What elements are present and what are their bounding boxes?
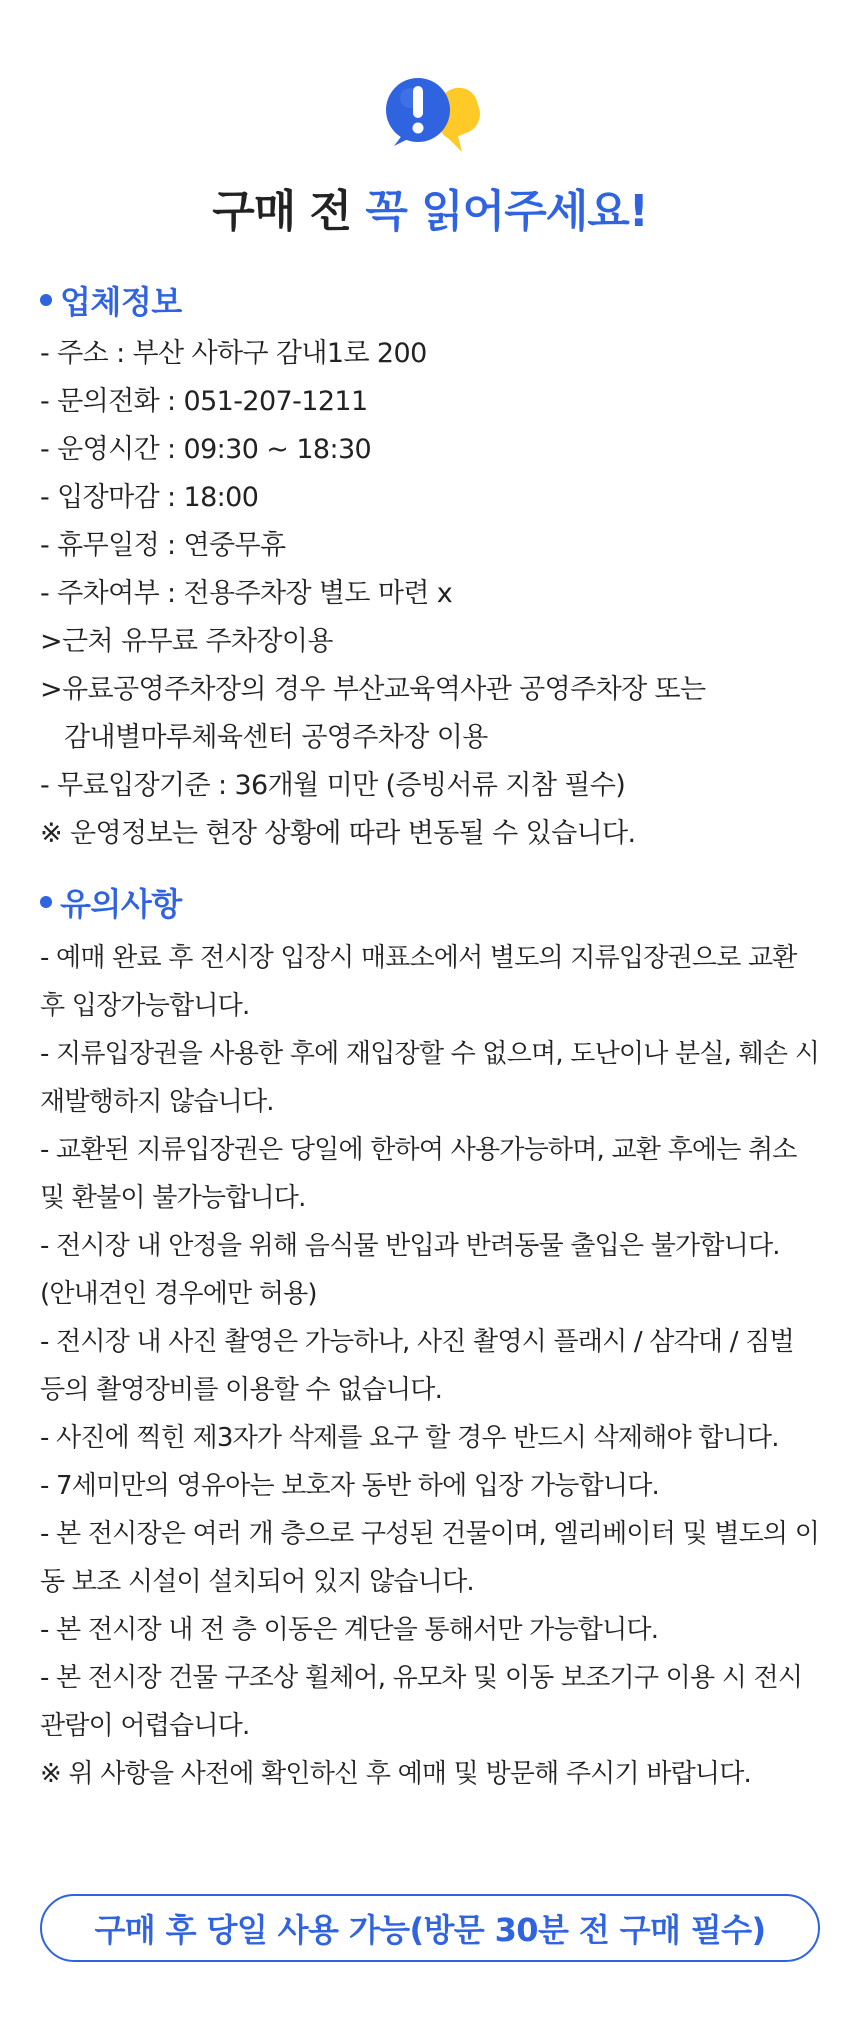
speech-bubbles-exclamation-icon — [380, 76, 480, 164]
page-title-plain: 구매 전 — [212, 186, 366, 237]
company-info-section — [40, 276, 820, 858]
notes-item: - 전시장 내 안정을 위해 음식물 반입과 반려동물 출입은 불가합니다. (안내견인 경우에만 허용) — [40, 1231, 780, 1309]
company-info-item: - 무료입장기준 : 36개월 미만 (증빙서류 지참 필수) — [40, 770, 626, 801]
notes-heading — [40, 878, 820, 926]
notes-heading-label: 유의사항 — [60, 885, 182, 923]
notes-item: - 본 전시장 건물 구조상 휠체어, 유모차 및 이동 보조기구 이용 시 전시 관람이 어렵습니다. — [40, 1663, 803, 1741]
dot-icon — [40, 294, 52, 306]
purchase-notice-label: 구매 후 당일 사용 가능(방문 30분 전 구매 필수) — [94, 1911, 766, 1949]
company-info-item-continuation: 감내별마루체육센터 공영주차장 이용 — [64, 722, 488, 753]
company-info-item: - 주차여부 : 전용주차장 별도 마련 x — [40, 578, 453, 609]
page-title-accent: 꼭 읽어주세요! — [365, 186, 648, 237]
notes-item: - 예매 완료 후 전시장 입장시 매표소에서 별도의 지류입장권으로 교환 후 입장가능합니다. — [40, 943, 797, 1021]
company-info-item: >유료공영주차장의 경우 부산교육역사관 공영주차장 또는 — [40, 674, 706, 705]
notes-item: - 7세미만의 영유아는 보호자 동반 하에 입장 가능합니다. — [40, 1471, 659, 1501]
company-info-item: - 운영시간 : 09:30 ~ 18:30 — [40, 434, 372, 465]
notes-item: - 본 전시장은 여러 개 층으로 구성된 건물이며, 엘리베이터 및 별도의 이동 보조 시설이 설치되어 있지 않습니다. — [40, 1519, 820, 1597]
notes-section — [40, 878, 820, 1798]
notes-list — [40, 934, 820, 1798]
page-title — [0, 182, 860, 242]
company-info-item: - 주소 : 부산 사하구 감내1로 200 — [40, 338, 427, 369]
notes-item: - 지류입장권을 사용한 후에 재입장할 수 없으며, 도난이나 분실, 훼손 시 재발행하지 않습니다. — [40, 1039, 820, 1117]
notes-item: ※ 위 사항을 사전에 확인하신 후 예매 및 방문해 주시기 바랍니다. — [40, 1759, 751, 1789]
company-info-item: - 휴무일정 : 연중무휴 — [40, 530, 286, 561]
notes-item: - 사진에 찍힌 제3자가 삭제를 요구 할 경우 반드시 삭제해야 합니다. — [40, 1423, 779, 1453]
company-info-item: - 입장마감 : 18:00 — [40, 482, 259, 513]
company-info-item: >근처 유무료 주차장이용 — [40, 626, 333, 657]
dot-icon — [40, 896, 52, 908]
notes-item: - 본 전시장 내 전 층 이동은 계단을 통해서만 가능합니다. — [40, 1615, 659, 1645]
company-info-heading-label: 업체정보 — [60, 283, 182, 321]
notes-item: - 전시장 내 사진 촬영은 가능하나, 사진 촬영시 플래시 / 삼각대 / 짐벌 등의 촬영장비를 이용할 수 없습니다. — [40, 1327, 794, 1405]
company-info-item: ※ 운영정보는 현장 상황에 따라 변동될 수 있습니다. — [40, 818, 636, 849]
company-info-item: - 문의전화 : 051-207-1211 — [40, 386, 368, 417]
company-info-list — [40, 330, 820, 858]
company-info-item — [40, 714, 820, 762]
notes-item: - 교환된 지류입장권은 당일에 한하여 사용가능하며, 교환 후에는 취소 및 환불이 불가능합니다. — [40, 1135, 797, 1213]
purchase-notice-button[interactable] — [40, 1894, 820, 1962]
company-info-heading — [40, 276, 820, 324]
